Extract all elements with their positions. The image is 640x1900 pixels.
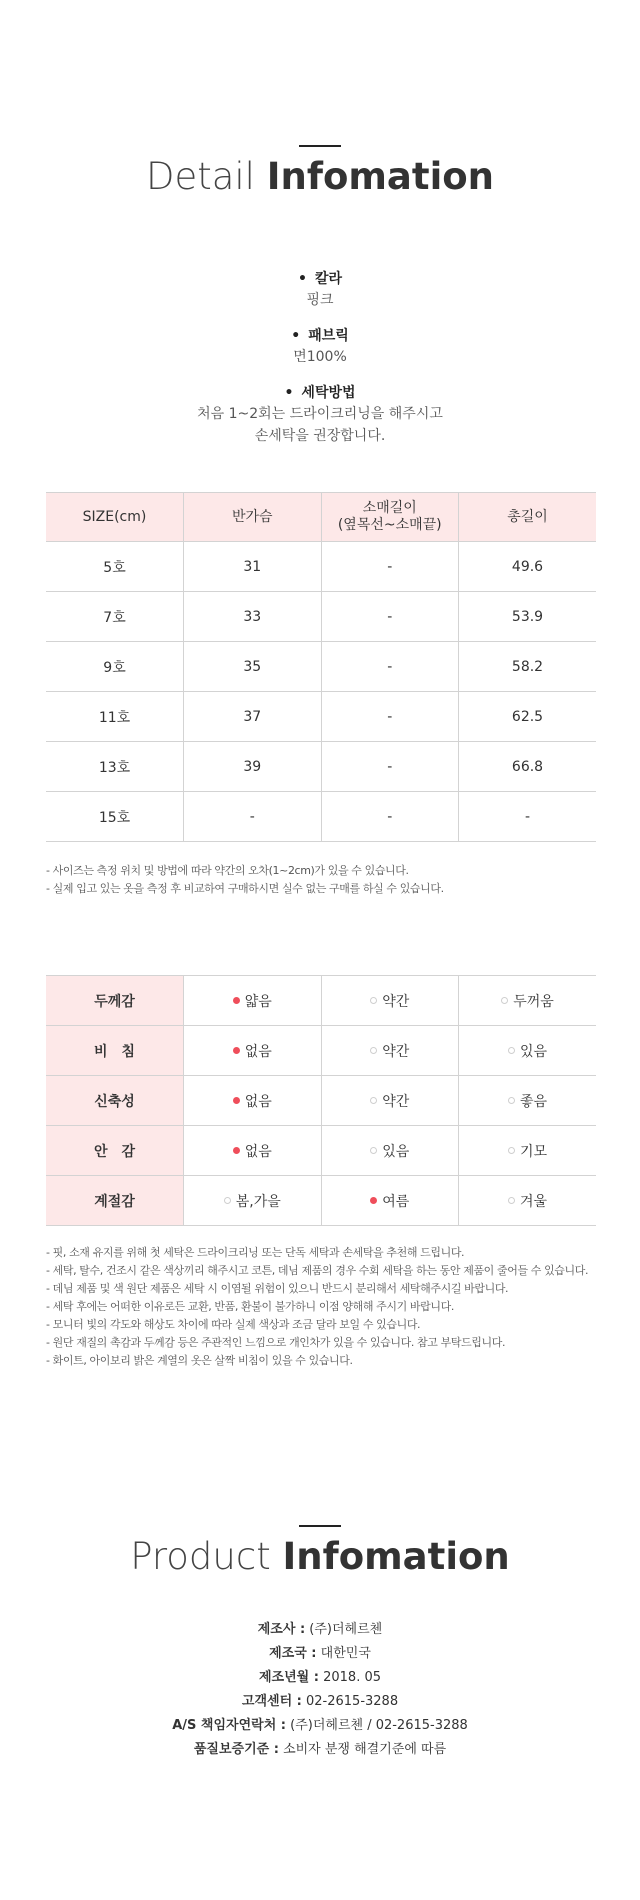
- spec-title: • 패브릭: [0, 325, 640, 345]
- fit-option-label: 있음: [519, 1043, 548, 1060]
- heading-rule: [299, 145, 341, 147]
- fit-row: [46, 1176, 596, 1226]
- unselected-dot-icon: [370, 997, 377, 1004]
- product-key: 고객센터 :: [241, 1694, 302, 1709]
- fit-option-label: 없음: [244, 1043, 272, 1060]
- detail-heading-bold: Infomation: [266, 155, 495, 198]
- size-row: [46, 792, 596, 842]
- size-cell: 35: [184, 642, 322, 692]
- size-note: - 실제 입고 있는 옷을 측정 후 비교하여 구매하시면 실수 없는 구매를 하실 수 있습니다.: [46, 882, 444, 895]
- fit-option-label: 약간: [382, 1043, 410, 1060]
- fit-option-label: 겨울: [519, 1193, 548, 1210]
- size-notes: [46, 862, 606, 898]
- size-cell: -: [321, 542, 459, 592]
- care-notes: [46, 1244, 606, 1370]
- header-length: 총길이: [459, 493, 597, 542]
- product-value: 소비자 분쟁 해결기준에 따름: [283, 1742, 447, 1757]
- fit-option-label: 약간: [382, 1093, 410, 1110]
- size-cell: -: [321, 642, 459, 692]
- size-cell: 5호: [46, 542, 184, 592]
- spec-value: 손세탁을 권장합니다.: [254, 428, 386, 444]
- fit-option-label: 봄,가을: [235, 1193, 281, 1210]
- spec-value: 면100%: [293, 349, 347, 365]
- size-cell: 49.6: [459, 542, 597, 592]
- fit-table: [46, 975, 596, 1226]
- product-key: 제조년월 :: [259, 1670, 319, 1685]
- spec-title: • 세탁방법: [0, 382, 640, 402]
- spec-value: 핑크: [306, 292, 334, 308]
- fit-option: [459, 1126, 597, 1176]
- header-size: SIZE(cm): [46, 493, 184, 542]
- fit-option: [184, 976, 322, 1026]
- product-value: (주)더헤르첸 / 02-2615-3288: [290, 1718, 468, 1733]
- care-note: - 화이트, 아이보리 밝은 계열의 옷은 살짝 비침이 있을 수 있습니다.: [46, 1354, 353, 1367]
- size-cell: -: [459, 792, 597, 842]
- size-cell: 58.2: [459, 642, 597, 692]
- unselected-dot-icon: [370, 1097, 377, 1104]
- fit-row: [46, 1126, 596, 1176]
- size-cell: 9호: [46, 642, 184, 692]
- care-note: - 세탁, 탈수, 건조시 같은 색상끼리 해주시고 코튼, 데님 제품의 경우 수회 세탁을 하는 동안 제품이 줄어들 수 있습니다.: [46, 1264, 589, 1277]
- fit-option: [184, 1176, 322, 1226]
- unselected-dot-icon: [224, 1197, 231, 1204]
- fit-option-label: 좋음: [519, 1093, 548, 1110]
- spec-title: • 칼라: [0, 268, 640, 288]
- size-cell: -: [321, 742, 459, 792]
- fit-option: [321, 1076, 459, 1126]
- care-note: - 모니터 빛의 각도와 해상도 차이에 따라 실제 색상과 조금 달라 보일 수 있습니다.: [46, 1318, 421, 1331]
- spec-wash: [0, 382, 640, 446]
- fit-label: 두께감: [46, 976, 184, 1026]
- fit-label: 비 침: [46, 1026, 184, 1076]
- unselected-dot-icon: [370, 1147, 377, 1154]
- fit-row: [46, 976, 596, 1026]
- fit-option-label: 없음: [244, 1093, 272, 1110]
- unselected-dot-icon: [370, 1047, 377, 1054]
- unselected-dot-icon: [508, 1147, 515, 1154]
- size-cell: 31: [184, 542, 322, 592]
- header-sleeve: [321, 493, 459, 542]
- product-info: [0, 1618, 640, 1762]
- product-key: 품질보증기준 :: [193, 1742, 279, 1757]
- fit-option-label: 없음: [244, 1143, 272, 1160]
- product-value: 02-2615-3288: [306, 1694, 399, 1709]
- fit-option: [184, 1126, 322, 1176]
- fit-option: [459, 1026, 597, 1076]
- heading-rule: [299, 1525, 341, 1527]
- fit-option-label: 약간: [382, 993, 410, 1010]
- product-row: [0, 1738, 640, 1762]
- product-row: [0, 1618, 640, 1642]
- fit-option-label: 얇음: [244, 993, 272, 1010]
- fit-option: [321, 1026, 459, 1076]
- size-cell: 37: [184, 692, 322, 742]
- size-cell: 11호: [46, 692, 184, 742]
- fit-option: [321, 1176, 459, 1226]
- product-key: 제조국 :: [269, 1646, 317, 1661]
- selected-dot-icon: [233, 997, 240, 1004]
- size-row: [46, 742, 596, 792]
- selected-dot-icon: [233, 1147, 240, 1154]
- detail-heading: [0, 155, 640, 198]
- care-note: - 원단 재질의 촉감과 두께감 등은 주관적인 느낌으로 개인차가 있을 수 있습니다. 참고 부탁드립니다.: [46, 1336, 506, 1349]
- care-note: - 데님 제품 및 색 원단 제품은 세탁 시 이염될 위험이 있으니 반드시 분리해서 세탁해주시길 바랍니다.: [46, 1282, 509, 1295]
- size-cell: 15호: [46, 792, 184, 842]
- fit-row: [46, 1076, 596, 1126]
- product-value: 2018. 05: [323, 1670, 381, 1685]
- unselected-dot-icon: [501, 997, 508, 1004]
- size-cell: 62.5: [459, 692, 597, 742]
- size-table-header: [46, 493, 596, 542]
- product-row: [0, 1666, 640, 1690]
- fit-option-label: 두꺼움: [513, 993, 554, 1010]
- size-cell: 13호: [46, 742, 184, 792]
- product-heading-bold: Infomation: [282, 1535, 510, 1578]
- unselected-dot-icon: [508, 1097, 515, 1104]
- size-cell: 66.8: [459, 742, 597, 792]
- selected-dot-icon: [233, 1047, 240, 1054]
- header-sleeve-line: (옆목선~소매끝): [337, 517, 442, 533]
- fit-row: [46, 1026, 596, 1076]
- fit-option: [459, 1176, 597, 1226]
- product-heading-light: Product: [130, 1535, 271, 1578]
- size-cell: 53.9: [459, 592, 597, 642]
- size-cell: -: [321, 592, 459, 642]
- product-key: 제조사 :: [257, 1622, 306, 1637]
- product-row: [0, 1690, 640, 1714]
- fit-option: [459, 976, 597, 1026]
- fit-label: 안 감: [46, 1126, 184, 1176]
- product-value: (주)더헤르첸: [309, 1622, 383, 1637]
- detail-heading-light: Detail: [145, 155, 255, 198]
- product-row: [0, 1714, 640, 1738]
- fit-option-label: 여름: [382, 1193, 410, 1210]
- size-cell: 33: [184, 592, 322, 642]
- care-note: - 세탁 후에는 어떠한 이유로든 교환, 반품, 환불이 불가하니 이점 양해해 주시기 바랍니다.: [46, 1300, 454, 1313]
- care-note: - 핏, 소재 유지를 위해 첫 세탁은 드라이크리닝 또는 단독 세탁과 손세탁을 추천해 드립니다.: [46, 1246, 465, 1259]
- size-table: [46, 492, 596, 842]
- selected-dot-icon: [233, 1097, 240, 1104]
- fit-option: [459, 1076, 597, 1126]
- fit-option-label: 있음: [382, 1143, 410, 1160]
- fit-option: [184, 1076, 322, 1126]
- size-cell: -: [321, 792, 459, 842]
- product-value: 대한민국: [320, 1646, 371, 1661]
- fit-label: 계절감: [46, 1176, 184, 1226]
- unselected-dot-icon: [508, 1047, 515, 1054]
- size-cell: -: [184, 792, 322, 842]
- unselected-dot-icon: [508, 1197, 515, 1204]
- size-note: - 사이즈는 측정 위치 및 방법에 따라 약간의 오차(1~2cm)가 있을 수 있습니다.: [46, 864, 409, 877]
- spec-fabric: [0, 325, 640, 367]
- size-row: [46, 692, 596, 742]
- size-row: [46, 542, 596, 592]
- fit-option: [321, 1126, 459, 1176]
- selected-dot-icon: [370, 1197, 377, 1204]
- size-cell: 39: [184, 742, 322, 792]
- fit-option: [321, 976, 459, 1026]
- product-key: A/S 책임자연락처 :: [172, 1718, 286, 1733]
- product-row: [0, 1642, 640, 1666]
- spec-color: [0, 268, 640, 310]
- size-cell: 7호: [46, 592, 184, 642]
- size-row: [46, 592, 596, 642]
- fit-option: [184, 1026, 322, 1076]
- header-sleeve-line: 소매길이: [362, 500, 417, 516]
- fit-label: 신축성: [46, 1076, 184, 1126]
- spec-value: 처음 1~2회는 드라이크리닝을 해주시고: [197, 406, 443, 422]
- size-cell: -: [321, 692, 459, 742]
- product-heading: [0, 1535, 640, 1578]
- size-row: [46, 642, 596, 692]
- fit-option-label: 기모: [519, 1143, 548, 1160]
- header-chest: 반가슴: [184, 493, 322, 542]
